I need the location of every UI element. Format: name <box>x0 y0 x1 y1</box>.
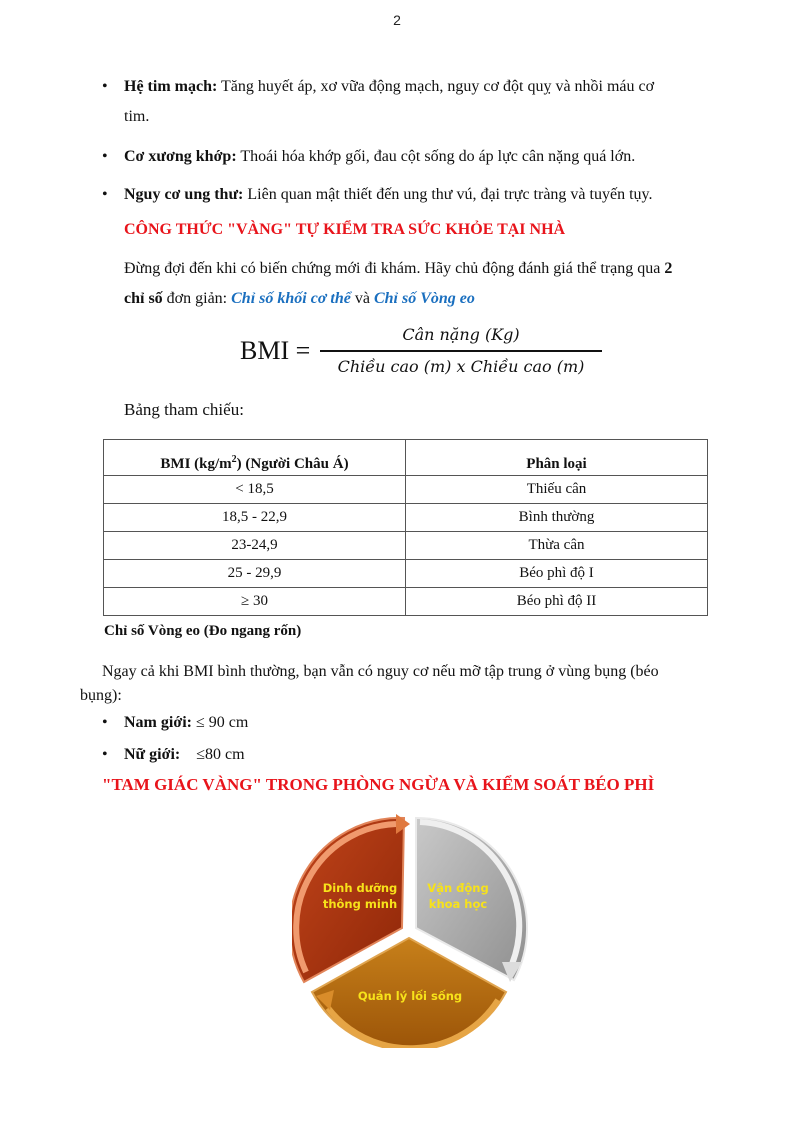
list-item <box>124 72 720 132</box>
item-text-cont: tim. <box>124 108 150 125</box>
item-label: Hệ tim mạch: <box>124 78 218 95</box>
item-value: ≤ 90 cm <box>191 714 249 731</box>
intro-text: Đừng đợi đến khi có biến chứng mới đi khám. Hãy chủ động đánh giá thể trạng qua <box>124 260 665 277</box>
cell-category: Thừa cân <box>406 532 708 560</box>
waist-link: Chỉ số Vòng eo <box>373 290 475 307</box>
cell-category: Bình thường <box>406 504 708 532</box>
section-heading-formula: CÔNG THỨC "VÀNG" TỰ KIỂM TRA SỨC KHỎE TẠI NHÀ <box>124 221 566 238</box>
intro-paragraph <box>124 254 720 314</box>
table-row <box>104 504 708 532</box>
item-text: Liên quan mật thiết đến ung thư vú, đại trực tràng và tuyến tụy. <box>243 186 653 203</box>
label-nutrition-1: Dinh dưỡng <box>322 881 398 895</box>
formula-lhs: BMI = <box>240 336 311 365</box>
cell-category: Thiếu cân <box>406 476 708 504</box>
intro-text: đơn giản: <box>162 290 232 307</box>
label-nutrition-2: thông minh <box>322 897 398 911</box>
cell-range: 18,5 - 22,9 <box>104 504 406 532</box>
table-header-row <box>104 440 708 476</box>
list-item <box>124 180 720 210</box>
waist-heading: Chỉ số Vòng eo (Đo ngang rốn) <box>104 623 302 639</box>
intro-text: và <box>350 290 374 307</box>
item-value: ≤80 cm <box>180 746 245 763</box>
cell-range: ≥ 30 <box>104 588 406 616</box>
golden-triangle-cycle-diagram <box>292 812 528 1048</box>
cell-range: < 18,5 <box>104 476 406 504</box>
intro-bold: chỉ số <box>124 290 163 307</box>
item-label: Cơ xương khớp: <box>124 148 237 165</box>
label-lifestyle: Quản lý lối sống <box>357 989 463 1003</box>
bullet-icon: • <box>102 148 108 165</box>
section-heading-triangle: "TAM GIÁC VÀNG" TRONG PHÒNG NGỪA VÀ KIỂM SOÁT BÉO PHÌ <box>102 775 655 794</box>
table-row <box>104 476 708 504</box>
page-number: 2 <box>393 12 401 28</box>
cell-range: 23-24,9 <box>104 532 406 560</box>
item-label: Nam giới: <box>124 714 192 731</box>
waist-paragraph <box>80 660 730 708</box>
waist-text-cont: bụng): <box>80 687 122 704</box>
list-item <box>124 142 720 172</box>
bmi-link: Chỉ số khối cơ thể <box>231 290 351 307</box>
table-row <box>104 588 708 616</box>
cell-category: Béo phì độ I <box>406 560 708 588</box>
reference-label: Bảng tham chiếu: <box>124 400 244 419</box>
item-text: Tăng huyết áp, xơ vữa động mạch, nguy cơ đột quỵ và nhồi máu cơ <box>217 78 655 95</box>
formula-denominator: Chiều cao (m) x Chiều cao (m) <box>337 357 585 376</box>
cell-range: 25 - 29,9 <box>104 560 406 588</box>
bmi-table <box>103 439 708 616</box>
list-item-female <box>124 740 720 770</box>
item-text: Thoái hóa khớp gối, đau cột sống do áp lực cân nặng quá lớn. <box>236 148 636 165</box>
header-category: Phân loại <box>406 440 708 476</box>
item-label: Nữ giới: <box>124 746 181 763</box>
table-row <box>104 532 708 560</box>
bullet-icon: • <box>102 78 108 95</box>
formula-fraction <box>320 322 602 380</box>
header-bmi: BMI $(kg/m^2)$ (Người Châu Á) <box>104 440 406 476</box>
label-exercise-2: khoa học <box>428 897 488 911</box>
cell-category: Béo phì độ II <box>406 588 708 616</box>
fraction-bar <box>320 350 602 352</box>
bullet-icon: • <box>102 714 108 731</box>
waist-text: Ngay cả khi BMI bình thường, bạn vẫn có nguy cơ nếu mỡ tập trung ở vùng bụng (béo <box>102 663 659 680</box>
bullet-icon: • <box>102 186 108 203</box>
item-label: Nguy cơ ung thư: <box>124 186 244 203</box>
table-row <box>104 560 708 588</box>
bullet-icon: • <box>102 746 108 763</box>
intro-bold: 2 <box>664 260 673 277</box>
formula-numerator: Cân nặng (Kg) <box>402 325 520 344</box>
label-exercise-1: Vận động <box>427 881 489 895</box>
list-item-male <box>124 708 720 738</box>
